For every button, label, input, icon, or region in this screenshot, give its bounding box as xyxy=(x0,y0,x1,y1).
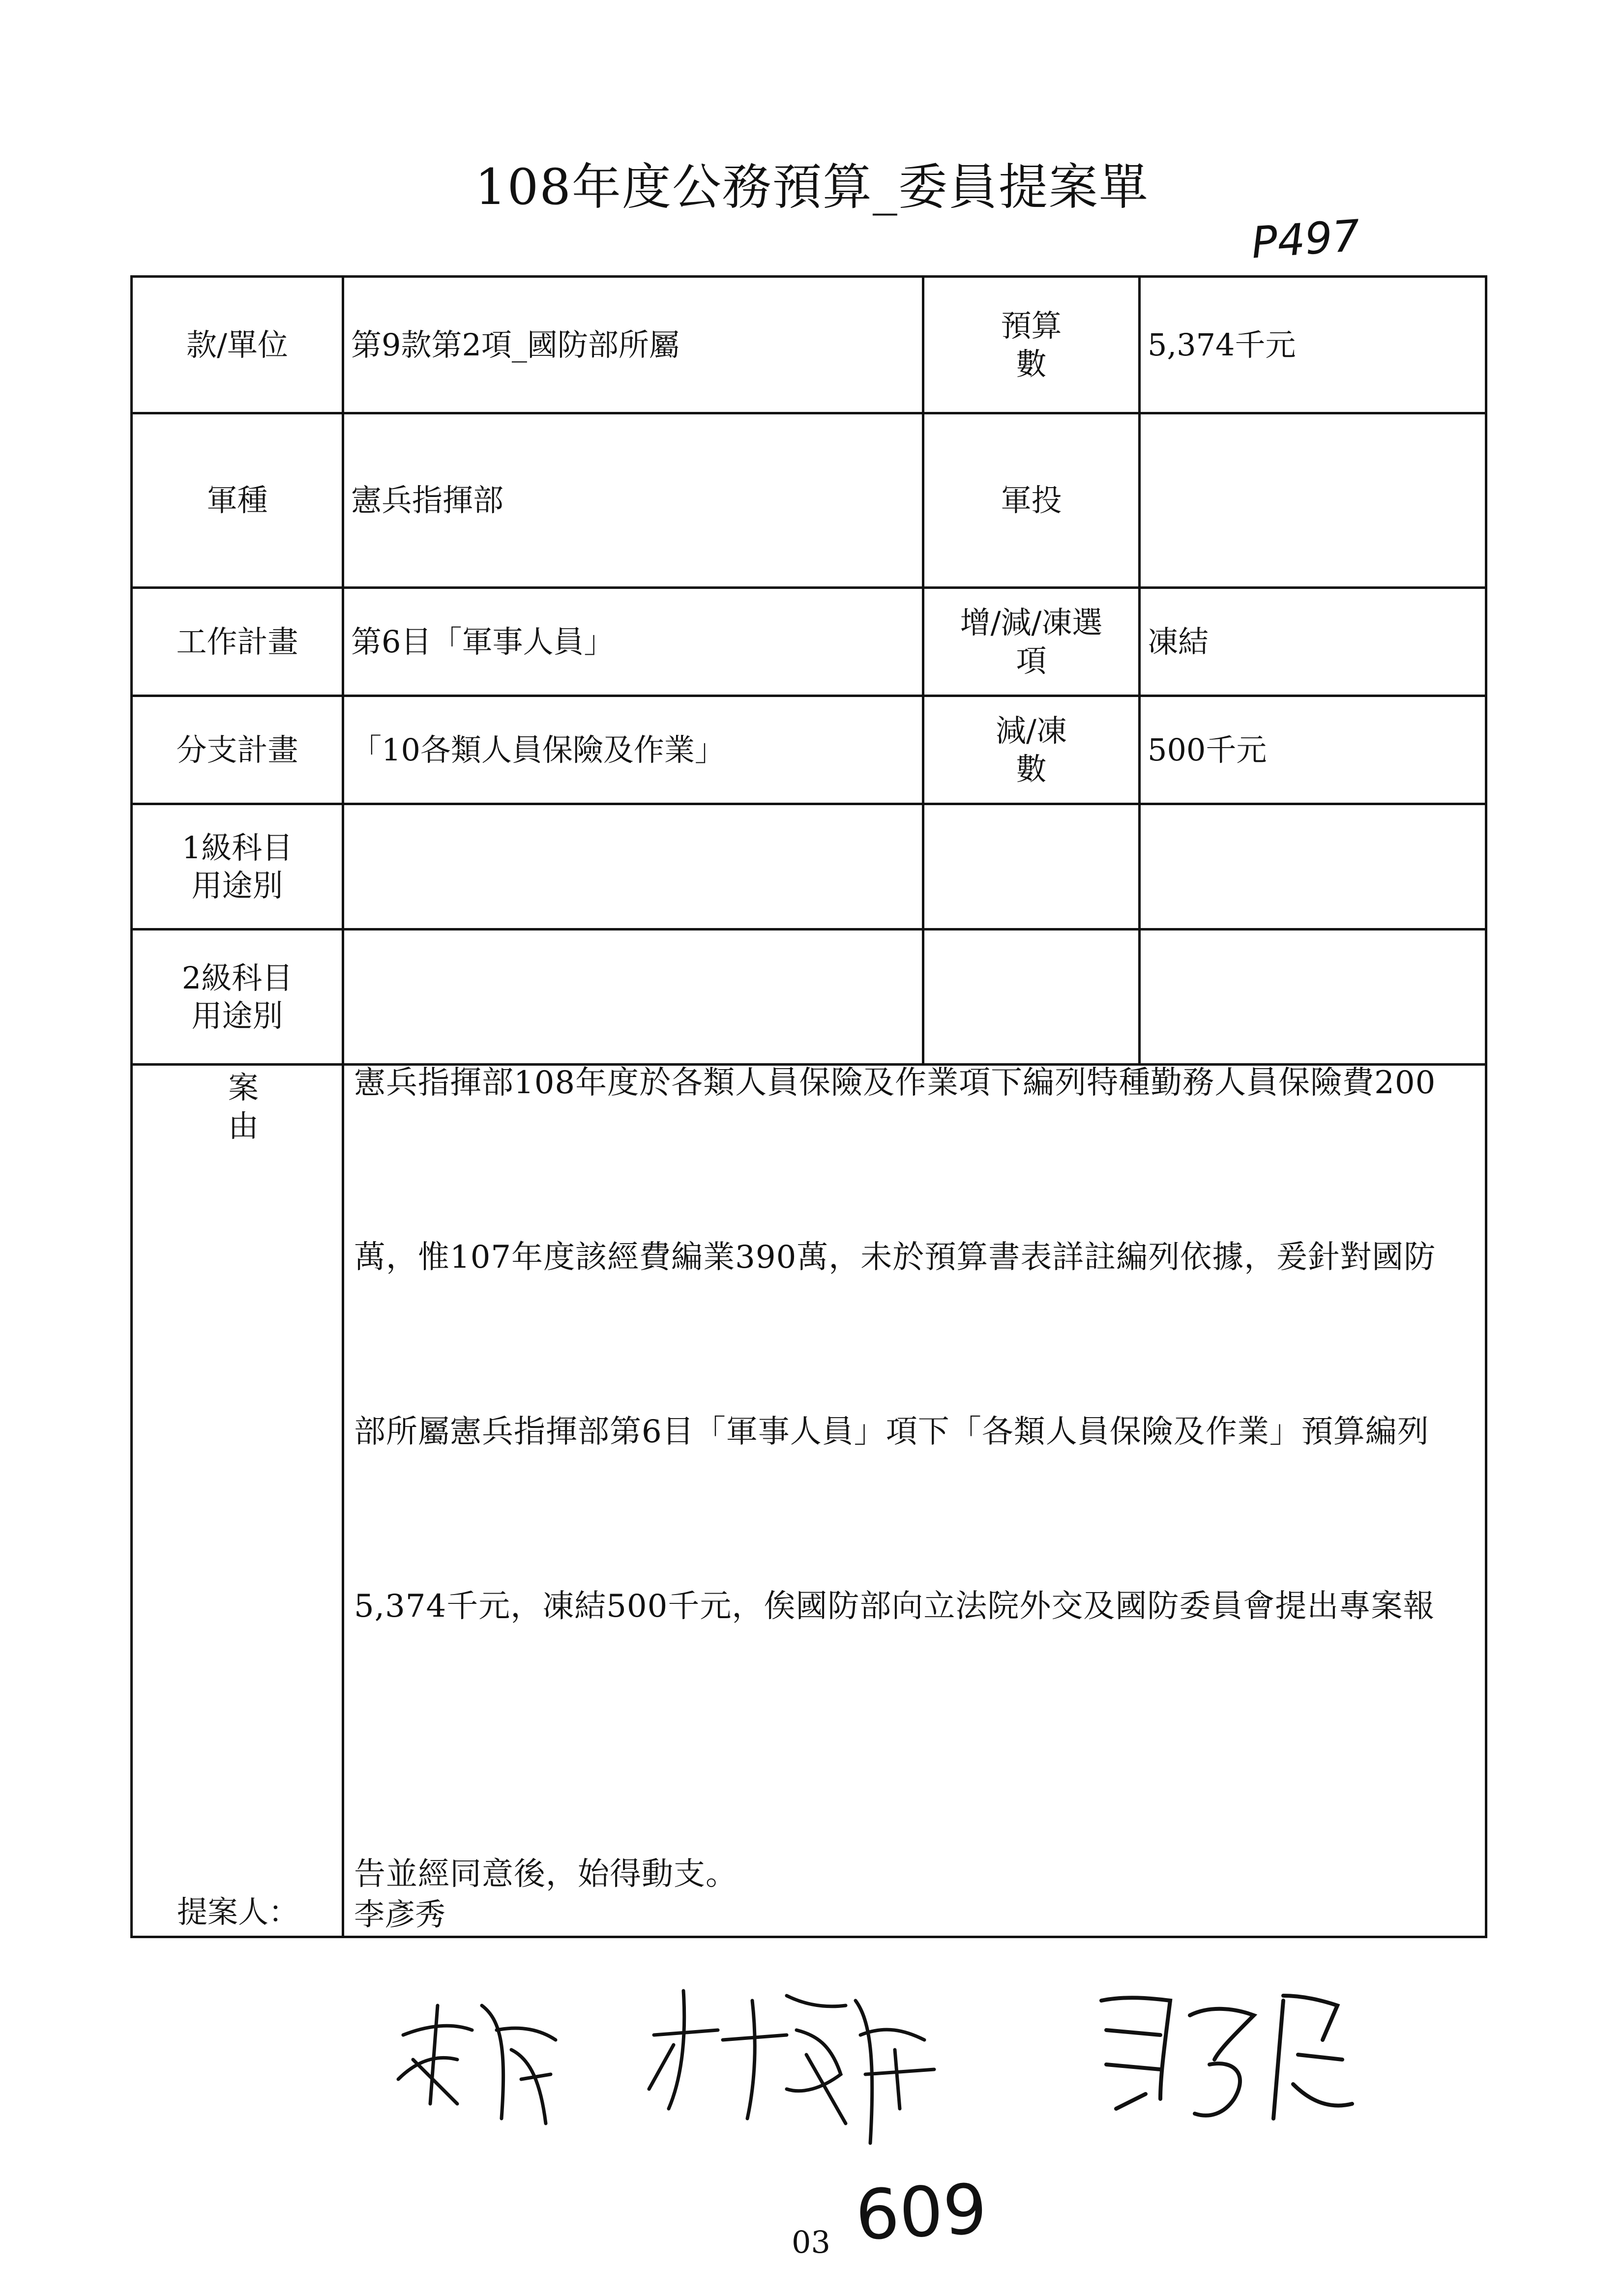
value-service: 憲兵指揮部 xyxy=(343,413,923,588)
signature-3 xyxy=(1087,1981,1362,2128)
value-branch-plan: 「10各類人員保險及作業」 xyxy=(343,696,923,804)
value-reduce-freeze-amount: 500千元 xyxy=(1140,696,1486,804)
label-work-plan: 工作計畫 xyxy=(132,588,343,696)
value-work-plan: 第6目「軍事人員」 xyxy=(343,588,923,696)
label2-level1-category xyxy=(923,804,1140,930)
form-title: 108年度公務預算_委員提案單 xyxy=(475,158,1149,216)
reason-line: 5,374千元，凍結500千元，俟國防部向立法院外交及國防委員會提出專案報 xyxy=(354,1588,1435,1625)
reason-line: 憲兵指揮部108年度於各類人員保險及作業項下編列特種勤務人員保險費200 xyxy=(354,1065,1436,1101)
value2-level1-category xyxy=(1140,804,1486,930)
reason-label-text: 案由 xyxy=(228,1070,348,1144)
value-level2-category xyxy=(343,930,923,1065)
label-action-option: 增/減/凍選項 xyxy=(923,588,1140,696)
form-row-level1-category xyxy=(132,804,1486,930)
form-row-branch-plan xyxy=(132,696,1486,804)
reason-line: 部所屬憲兵指揮部第6目「軍事人員」項下「各類人員保險及作業」預算編列 xyxy=(354,1414,1429,1450)
proposal-form-table xyxy=(130,275,1487,1938)
signature-1 xyxy=(384,1976,570,2138)
page-note: P497 xyxy=(1249,210,1362,268)
proposer-label: 提案人： xyxy=(177,1894,299,1930)
label-level1-category: 1級科目用途別 xyxy=(132,804,343,930)
reason-line: 告並經同意後，始得動支。 xyxy=(354,1856,738,1892)
form-row-unit xyxy=(132,277,1486,413)
form-row-service xyxy=(132,413,1486,588)
value-military-investment xyxy=(1140,413,1486,588)
form-row-reason xyxy=(132,1065,1486,1937)
reason-line: 萬，惟107年度該經費編業390萬，未於預算書表詳註編列依據，爰針對國防 xyxy=(354,1239,1436,1276)
label-military-investment: 軍投 xyxy=(923,413,1140,588)
proposer-name: 李彥秀 xyxy=(354,1896,446,1932)
value2-level2-category xyxy=(1140,930,1486,1065)
reason-body xyxy=(343,1065,1486,1937)
label-reason xyxy=(132,1065,348,1937)
value-action-option: 凍結 xyxy=(1140,588,1486,696)
label-level2-category: 2級科目用途別 xyxy=(132,930,343,1065)
signature-2 xyxy=(639,1961,944,2148)
label2-level2-category xyxy=(923,930,1140,1065)
value-level1-category xyxy=(343,804,923,930)
value-budget: 5,374千元 xyxy=(1140,277,1486,413)
label-branch-plan: 分支計畫 xyxy=(132,696,343,804)
label-unit: 款/單位 xyxy=(132,277,343,413)
label-reduce-freeze-amount: 減/凍數 xyxy=(923,696,1140,804)
document-code: 03 xyxy=(792,2224,830,2260)
document-page-number: 609 xyxy=(853,2169,989,2256)
form-row-work-plan xyxy=(132,588,1486,696)
label-budget: 預算數 xyxy=(923,277,1140,413)
form-row-level2-category xyxy=(132,930,1486,1065)
value-unit: 第9款第2項_國防部所屬 xyxy=(343,277,923,413)
label-service: 軍種 xyxy=(132,413,343,588)
